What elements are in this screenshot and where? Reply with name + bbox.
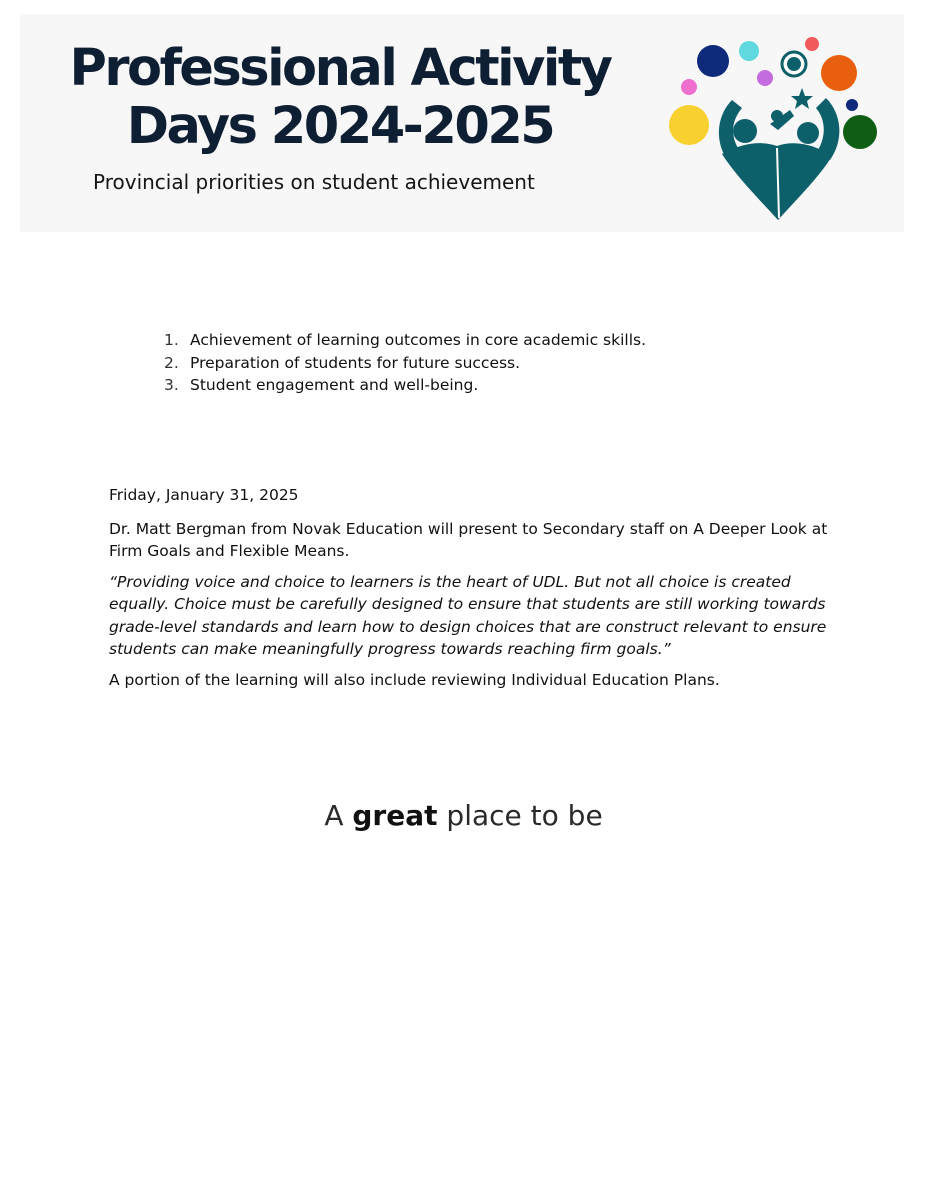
navy-circle [697,45,729,77]
page-title [40,40,640,156]
orange-circle [821,55,857,91]
list-number: 1. [164,331,179,349]
yellow-circle [669,105,709,145]
cyan-circle [739,41,759,61]
list-item-text: Achievement of learning outcomes in core academic skills. [190,331,647,349]
tagline-prefix: A [324,799,344,832]
list-item-text: Preparation of students for future success. [190,353,521,372]
emblem-inner [787,57,801,71]
title-line-2: Days 2024-2025 [126,97,554,156]
violet-circle [757,70,773,86]
event-quote: “Providing voice and choice to learners is the heart of UDL. But not all choice is created equally. Choice must be carefully designed to ensure that students are still working towards grade-level standards and learn how to design choices that are construct relevant to ensure students can make meaningfully progress towards reaching firm goals.” [109,572,827,658]
priorities-list [152,329,646,397]
list-item-text: Student engagement and well-being. [190,376,479,394]
list-number: 3. [164,376,179,394]
event-note: A portion of the learning will also include reviewing Individual Education Plans. [109,670,720,689]
right-head [797,122,819,144]
title-line-1: Professional Activity [69,39,611,98]
people-celebrating-logo-icon [660,36,890,226]
list-item [152,352,646,375]
star-icon [791,88,813,109]
left-head [733,119,757,143]
green-circle [843,115,877,149]
list-item [152,374,646,397]
event-details [109,484,829,691]
event-intro: Dr. Matt Bergman from Novak Education will present to Secondary staff on A Deeper Look at Firm Goals and Flexible Means. [109,519,828,560]
event-date: Friday, January 31, 2025 [109,486,299,504]
navy-small-circle [846,99,858,111]
list-item [152,329,646,352]
red-circle [805,37,819,51]
pink-circle [681,79,697,95]
tagline-emphasis: great [352,799,438,832]
tagline [0,799,927,832]
list-number: 2. [164,353,179,372]
page-subtitle: Provincial priorities on student achievement [93,170,535,194]
tagline-suffix: place to be [446,799,603,832]
